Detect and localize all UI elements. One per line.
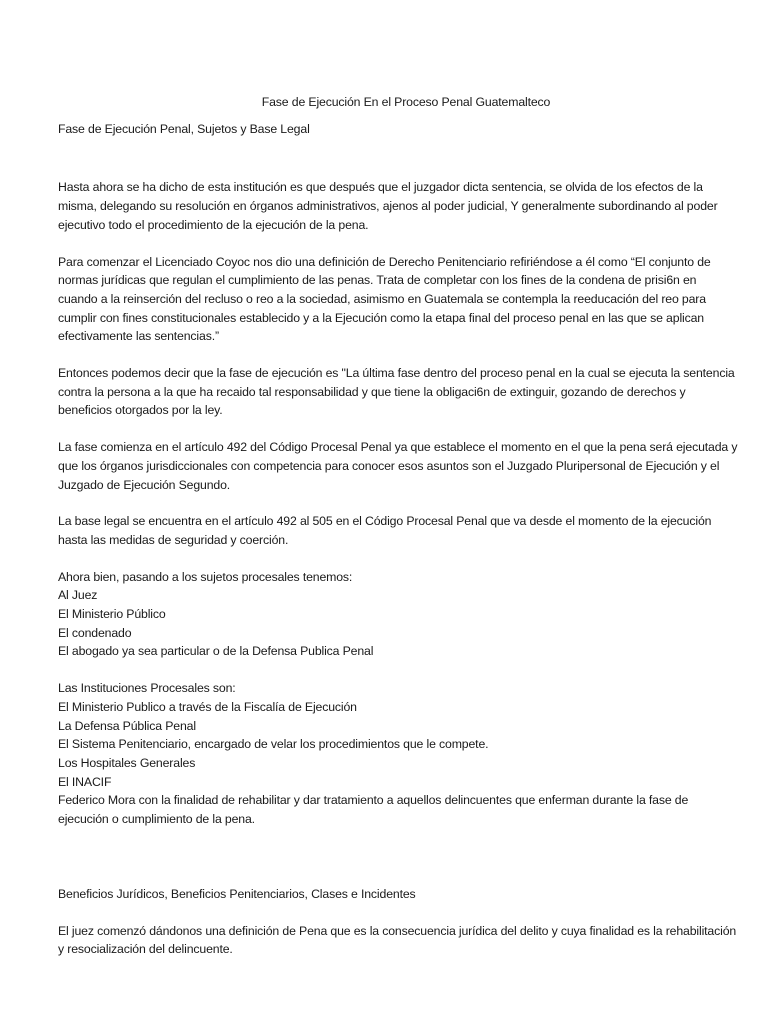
spacer <box>58 420 738 438</box>
list-item: El condenado <box>58 625 132 640</box>
paragraph-intro: Hasta ahora se ha dicho de esta institución es que después que el juzgador dicta sentencia, se olvida de los efectos de la misma, delegando su resolución en órganos administrativos, ajenos al poder judicial, Y generalmente subordinando al poder ejecutivo todo el procedimiento de la ejecución de la pena. <box>58 180 718 232</box>
spacer <box>58 138 738 178</box>
paragraph-base-legal: La base legal se encuentra en el artículo 492 al 505 en el Código Procesal Penal que va desde el momento de la ejecución hasta las medidas de seguridad y coerción. <box>58 514 712 547</box>
list-item: Los Hospitales Generales <box>58 755 196 770</box>
spacer <box>58 346 738 364</box>
list-item: El Ministerio Público <box>58 607 166 622</box>
list-item: El abogado ya sea particular o de la Defensa Publica Penal <box>58 644 374 659</box>
subjects-intro: Ahora bien, pasando a los sujetos procesales tenemos: <box>58 569 353 584</box>
spacer <box>58 494 738 512</box>
document-title: Fase de Ejecución En el Proceso Penal Guatemalteco <box>261 95 551 109</box>
subjects-list <box>58 586 738 661</box>
list-item: El INACIF <box>58 774 112 789</box>
paragraph-definicion: Para comenzar el Licenciado Coyoc nos dio una definición de Derecho Penitenciario refiriéndose a él como “El conjunto de normas jurídicas que regulan el cumplimiento de las penas. Trata de completar con los fines de la condena de prisi6n en cuando a la reinserción del recluso o reo a la sociedad, asimismo en Guatemala se contempla la reeducación del reo para cumplir con fines constitucionales establecido y a la Ejecución como la etapa final del proceso penal en las que se aplican efectivamente las sentencias.” <box>58 254 711 344</box>
spacer <box>58 550 738 568</box>
paragraph-pena: El juez comenzó dándonos una definición de Pena que es la consecuencia jurídica del delito y cuya finalidad es la rehabilitación y resocialización del delincuente. <box>58 923 737 957</box>
paragraph-fase-ejecucion: Entonces podemos decir que la fase de ejecución es "La última fase dentro del proceso penal en la cual se ejecuta la sentencia contra la persona a la que ha recaido tal responsabilidad y que tiene la obligaci6n de extinguir, gozando de derechos y beneficios otorgados por la ley. <box>58 366 735 418</box>
spacer <box>58 829 738 885</box>
list-item: El Ministerio Publico a través de la Fiscalía de Ejecución <box>58 699 357 714</box>
list-item: El Sistema Penitenciario, encargado de velar los procedimientos que le compete. <box>58 737 489 752</box>
paragraph-articulo-492: La fase comienza en el artículo 492 del Código Procesal Penal ya que establece el momento en el que la pena será ejecutada y que los órganos jurisdiccionales con competencia para conocer esos asuntos son el Juzgado Pluripersonal de Ejecución y el Juzgado de Ejecución Segundo. <box>58 440 738 492</box>
list-item: Federico Mora con la finalidad de rehabilitar y dar tratamiento a aquellos delincuentes que enferman durante la fase de ejecución o cumplimiento de la pena. <box>58 793 689 827</box>
institutions-list <box>58 698 738 829</box>
section-heading-ejecucion: Fase de Ejecución Penal, Sujetos y Base Legal <box>58 121 310 136</box>
spacer <box>58 235 738 253</box>
spacer <box>58 661 738 679</box>
list-item: La Defensa Pública Penal <box>58 718 196 733</box>
institutions-intro: Las Instituciones Procesales son: <box>58 681 236 696</box>
spacer <box>58 904 738 922</box>
list-item: Al Juez <box>58 588 98 603</box>
document-page <box>58 93 738 959</box>
section-heading-beneficios: Beneficios Jurídicos, Beneficios Penitenciarios, Clases e Incidentes <box>58 886 416 901</box>
